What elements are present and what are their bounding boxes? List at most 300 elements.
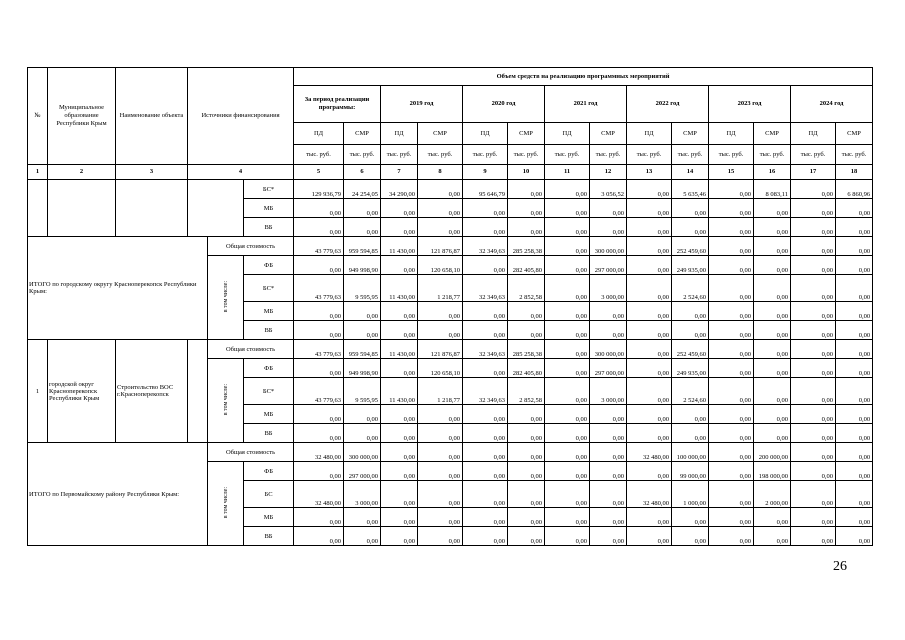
value-cell: 24 254,05 — [344, 180, 381, 199]
value-cell: 0,00 — [545, 508, 590, 527]
itogo-label: ИТОГО по Первомайскому району Республики Крым: — [28, 443, 208, 546]
value-cell: 43 779,63 — [294, 237, 344, 256]
value-cell: 0,00 — [545, 481, 590, 508]
value-cell: 0,00 — [418, 199, 463, 218]
value-cell: 0,00 — [344, 199, 381, 218]
value-cell: 949 998,90 — [344, 359, 381, 378]
in-that-number-label — [208, 462, 244, 546]
value-cell: 120 658,10 — [418, 256, 463, 275]
value-cell: 99 000,00 — [672, 462, 709, 481]
header-unit: тыс. руб. — [294, 145, 344, 165]
value-cell: 0,00 — [590, 527, 627, 546]
value-cell: 0,00 — [627, 321, 672, 340]
value-cell: 0,00 — [627, 378, 672, 405]
value-cell: 0,00 — [545, 199, 590, 218]
value-cell: 0,00 — [836, 256, 873, 275]
value-cell: 0,00 — [381, 302, 418, 321]
header-pd: ПД — [294, 123, 344, 145]
value-cell: 959 594,85 — [344, 237, 381, 256]
value-cell: 0,00 — [791, 302, 836, 321]
in-that-number-text: в том числе: — [222, 280, 229, 313]
value-cell: 0,00 — [508, 321, 545, 340]
value-cell: 0,00 — [754, 359, 791, 378]
table-row — [28, 180, 905, 199]
value-cell: 0,00 — [709, 527, 754, 546]
value-cell: 0,00 — [508, 199, 545, 218]
value-cell: 0,00 — [709, 405, 754, 424]
value-cell: 0,00 — [754, 508, 791, 527]
value-cell: 0,00 — [627, 462, 672, 481]
value-cell: 0,00 — [344, 218, 381, 237]
value-cell: 0,00 — [754, 378, 791, 405]
value-cell: 0,00 — [754, 218, 791, 237]
value-cell: 0,00 — [754, 237, 791, 256]
value-cell: 2 524,60 — [672, 378, 709, 405]
value-cell: 252 459,60 — [672, 340, 709, 359]
source-label: БС* — [244, 275, 294, 302]
value-cell: 100 000,00 — [672, 443, 709, 462]
value-cell: 0,00 — [294, 359, 344, 378]
value-cell: 32 349,63 — [463, 237, 508, 256]
value-cell: 0,00 — [709, 302, 754, 321]
header-period: За период реализации программы: — [294, 86, 381, 123]
value-cell: 0,00 — [836, 199, 873, 218]
value-cell: 0,00 — [627, 359, 672, 378]
cell-inc — [188, 180, 244, 237]
value-cell: 252 459,60 — [672, 237, 709, 256]
value-cell: 0,00 — [791, 443, 836, 462]
value-cell: 0,00 — [590, 405, 627, 424]
value-cell: 0,00 — [627, 256, 672, 275]
value-cell: 0,00 — [590, 462, 627, 481]
value-cell: 0,00 — [508, 462, 545, 481]
value-cell: 0,00 — [508, 443, 545, 462]
value-cell: 0,00 — [627, 237, 672, 256]
value-cell: 0,00 — [672, 405, 709, 424]
value-cell: 0,00 — [344, 302, 381, 321]
value-cell: 0,00 — [463, 199, 508, 218]
col-number: 12 — [590, 165, 627, 180]
table-body — [28, 180, 905, 546]
value-cell: 0,00 — [791, 199, 836, 218]
header-year-2022: 2022 год — [627, 86, 709, 123]
value-cell: 0,00 — [508, 218, 545, 237]
value-cell: 0,00 — [754, 256, 791, 275]
object-name: Строительство ВОС г.Красноперекопск — [116, 340, 188, 443]
value-cell: 121 876,87 — [418, 340, 463, 359]
value-cell: 0,00 — [672, 527, 709, 546]
value-cell: 0,00 — [709, 237, 754, 256]
value-cell: 0,00 — [545, 443, 590, 462]
value-cell: 0,00 — [545, 462, 590, 481]
value-cell: 0,00 — [418, 180, 463, 199]
header-year-2020: 2020 год — [463, 86, 545, 123]
col-number: 10 — [508, 165, 545, 180]
value-cell: 0,00 — [463, 321, 508, 340]
header-unit: тыс. руб. — [344, 145, 381, 165]
value-cell: 1 000,00 — [672, 481, 709, 508]
value-cell: 0,00 — [672, 218, 709, 237]
source-label: ФБ — [244, 462, 294, 481]
value-cell: 0,00 — [590, 424, 627, 443]
value-cell: 0,00 — [836, 508, 873, 527]
header-unit: тыс. руб. — [463, 145, 508, 165]
header-unit: тыс. руб. — [672, 145, 709, 165]
value-cell: 0,00 — [294, 218, 344, 237]
value-cell: 0,00 — [545, 237, 590, 256]
col-number: 7 — [381, 165, 418, 180]
value-cell: 0,00 — [754, 321, 791, 340]
value-cell: 32 480,00 — [627, 443, 672, 462]
value-cell: 282 405,80 — [508, 359, 545, 378]
value-cell: 32 480,00 — [627, 481, 672, 508]
value-cell: 0,00 — [418, 321, 463, 340]
value-cell: 0,00 — [463, 527, 508, 546]
source-label: ВБ — [244, 218, 294, 237]
value-cell: 0,00 — [627, 199, 672, 218]
value-cell: 0,00 — [381, 218, 418, 237]
value-cell: 0,00 — [791, 424, 836, 443]
municipal-name: городской округ Красноперекопск Республики Крым — [48, 340, 116, 443]
value-cell: 0,00 — [627, 275, 672, 302]
value-cell: 300 000,00 — [590, 340, 627, 359]
value-cell: 5 635,46 — [672, 180, 709, 199]
header-year-2024: 2024 год — [791, 86, 873, 123]
value-cell: 0,00 — [463, 443, 508, 462]
col-number: 9 — [463, 165, 508, 180]
source-label: ВБ — [244, 527, 294, 546]
value-cell: 0,00 — [791, 237, 836, 256]
page-number: 26 — [833, 559, 847, 574]
header-smr: СМР — [836, 123, 873, 145]
value-cell: 121 876,87 — [418, 237, 463, 256]
in-that-number-text: в том числе: — [222, 486, 229, 519]
source-label: БС — [244, 481, 294, 508]
funding-table — [27, 67, 905, 546]
value-cell: 0,00 — [294, 405, 344, 424]
value-cell: 0,00 — [344, 405, 381, 424]
value-cell: 0,00 — [545, 527, 590, 546]
row-number: 1 — [28, 340, 48, 443]
value-cell: 0,00 — [590, 199, 627, 218]
total-row — [28, 340, 905, 359]
value-cell: 0,00 — [709, 340, 754, 359]
value-cell: 0,00 — [754, 527, 791, 546]
col-number: 1 — [28, 165, 48, 180]
header-pd: ПД — [545, 123, 590, 145]
value-cell: 0,00 — [709, 359, 754, 378]
value-cell: 0,00 — [344, 527, 381, 546]
header-object: Наименование объекта — [116, 68, 188, 165]
value-cell: 0,00 — [381, 527, 418, 546]
header-year-2021: 2021 год — [545, 86, 627, 123]
value-cell: 34 290,00 — [381, 180, 418, 199]
value-cell: 0,00 — [381, 199, 418, 218]
col-number: 16 — [754, 165, 791, 180]
header-unit: тыс. руб. — [418, 145, 463, 165]
source-label: МБ — [244, 199, 294, 218]
total-label: Общая стоимость — [208, 443, 294, 462]
value-cell: 959 594,85 — [344, 340, 381, 359]
value-cell: 0,00 — [545, 359, 590, 378]
total-label: Общая стоимость — [208, 237, 294, 256]
value-cell: 0,00 — [836, 359, 873, 378]
value-cell: 0,00 — [627, 527, 672, 546]
value-cell: 0,00 — [463, 462, 508, 481]
value-cell: 0,00 — [418, 443, 463, 462]
header-unit: тыс. руб. — [791, 145, 836, 165]
value-cell: 0,00 — [709, 443, 754, 462]
value-cell: 0,00 — [627, 302, 672, 321]
value-cell: 282 405,80 — [508, 256, 545, 275]
value-cell: 0,00 — [709, 321, 754, 340]
header-unit: тыс. руб. — [836, 145, 873, 165]
value-cell: 285 258,38 — [508, 340, 545, 359]
value-cell: 9 595,95 — [344, 275, 381, 302]
value-cell: 0,00 — [418, 508, 463, 527]
value-cell: 0,00 — [627, 340, 672, 359]
value-cell: 0,00 — [791, 180, 836, 199]
value-cell: 32 480,00 — [294, 481, 344, 508]
header-smr: СМР — [418, 123, 463, 145]
source-label: МБ — [244, 302, 294, 321]
value-cell: 285 258,38 — [508, 237, 545, 256]
value-cell: 0,00 — [545, 321, 590, 340]
value-cell: 0,00 — [672, 302, 709, 321]
value-cell: 0,00 — [791, 527, 836, 546]
column-number-row — [28, 165, 905, 180]
source-label: ФБ — [244, 359, 294, 378]
col-number: 5 — [294, 165, 344, 180]
value-cell: 0,00 — [590, 443, 627, 462]
value-cell: 2 852,58 — [508, 275, 545, 302]
table-header — [28, 68, 905, 180]
value-cell: 0,00 — [672, 199, 709, 218]
value-cell: 0,00 — [463, 218, 508, 237]
value-cell: 0,00 — [836, 218, 873, 237]
header-unit: тыс. руб. — [590, 145, 627, 165]
value-cell: 129 936,79 — [294, 180, 344, 199]
value-cell: 0,00 — [344, 508, 381, 527]
value-cell: 0,00 — [463, 359, 508, 378]
value-cell: 0,00 — [463, 424, 508, 443]
value-cell: 0,00 — [545, 405, 590, 424]
in-that-number-text: в том числе: — [222, 383, 229, 416]
value-cell: 0,00 — [545, 256, 590, 275]
value-cell: 0,00 — [672, 424, 709, 443]
value-cell: 0,00 — [344, 321, 381, 340]
in-that-number-label — [208, 359, 244, 443]
header-pd: ПД — [381, 123, 418, 145]
value-cell: 2 524,60 — [672, 275, 709, 302]
value-cell: 0,00 — [836, 340, 873, 359]
col-number: 4 — [188, 165, 294, 180]
value-cell: 1 218,77 — [418, 275, 463, 302]
value-cell: 0,00 — [590, 302, 627, 321]
value-cell: 0,00 — [791, 462, 836, 481]
value-cell: 0,00 — [791, 256, 836, 275]
value-cell: 0,00 — [709, 424, 754, 443]
header-smr: СМР — [508, 123, 545, 145]
source-label: ФБ — [244, 256, 294, 275]
header-municipal: Муниципальное образование Республики Крым — [48, 68, 116, 165]
value-cell: 0,00 — [709, 508, 754, 527]
value-cell: 0,00 — [709, 378, 754, 405]
col-number: 3 — [116, 165, 188, 180]
header-no: № — [28, 68, 48, 165]
col-number: 17 — [791, 165, 836, 180]
value-cell: 0,00 — [791, 218, 836, 237]
value-cell: 43 779,63 — [294, 378, 344, 405]
value-cell: 0,00 — [545, 340, 590, 359]
cell-municipal — [48, 180, 116, 237]
value-cell: 0,00 — [508, 405, 545, 424]
total-row — [28, 237, 905, 256]
value-cell: 0,00 — [418, 481, 463, 508]
value-cell: 6 860,96 — [836, 180, 873, 199]
header-sources: Источники финансирования — [188, 68, 294, 165]
value-cell: 0,00 — [294, 508, 344, 527]
value-cell: 0,00 — [836, 424, 873, 443]
value-cell: 0,00 — [463, 302, 508, 321]
header-smr: СМР — [590, 123, 627, 145]
value-cell: 0,00 — [709, 256, 754, 275]
value-cell: 0,00 — [836, 378, 873, 405]
value-cell: 0,00 — [508, 481, 545, 508]
cell-object — [116, 180, 188, 237]
value-cell: 0,00 — [627, 405, 672, 424]
value-cell: 32 480,00 — [294, 443, 344, 462]
value-cell: 0,00 — [381, 462, 418, 481]
value-cell: 0,00 — [294, 527, 344, 546]
value-cell: 32 349,63 — [463, 340, 508, 359]
value-cell: 0,00 — [590, 508, 627, 527]
value-cell: 0,00 — [508, 424, 545, 443]
value-cell: 200 000,00 — [754, 443, 791, 462]
header-unit: тыс. руб. — [381, 145, 418, 165]
value-cell: 0,00 — [836, 527, 873, 546]
source-label: ВБ — [244, 321, 294, 340]
header-pd: ПД — [709, 123, 754, 145]
value-cell: 0,00 — [709, 275, 754, 302]
spacer-cell — [188, 340, 208, 443]
source-label: МБ — [244, 405, 294, 424]
header-unit: тыс. руб. — [508, 145, 545, 165]
value-cell: 0,00 — [754, 424, 791, 443]
value-cell: 9 595,95 — [344, 378, 381, 405]
value-cell: 0,00 — [627, 424, 672, 443]
value-cell: 0,00 — [294, 199, 344, 218]
value-cell: 0,00 — [545, 302, 590, 321]
value-cell: 949 998,90 — [344, 256, 381, 275]
value-cell: 3 000,00 — [344, 481, 381, 508]
value-cell: 0,00 — [754, 199, 791, 218]
value-cell: 2 000,00 — [754, 481, 791, 508]
value-cell: 249 935,00 — [672, 256, 709, 275]
value-cell: 0,00 — [791, 321, 836, 340]
header-smr: СМР — [344, 123, 381, 145]
value-cell: 0,00 — [463, 405, 508, 424]
value-cell: 0,00 — [381, 443, 418, 462]
value-cell: 1 218,77 — [418, 378, 463, 405]
value-cell: 0,00 — [381, 481, 418, 508]
col-number: 8 — [418, 165, 463, 180]
value-cell: 0,00 — [791, 405, 836, 424]
header-volume: Объем средств на реализацию программных мероприятий — [294, 68, 873, 86]
value-cell: 0,00 — [627, 508, 672, 527]
source-label: БС* — [244, 378, 294, 405]
value-cell: 0,00 — [381, 424, 418, 443]
value-cell: 3 000,00 — [590, 378, 627, 405]
value-cell: 0,00 — [545, 424, 590, 443]
source-label: БС* — [244, 180, 294, 199]
source-label: ВБ — [244, 424, 294, 443]
value-cell: 297 000,00 — [590, 359, 627, 378]
value-cell: 0,00 — [709, 481, 754, 508]
value-cell: 300 000,00 — [344, 443, 381, 462]
value-cell: 0,00 — [294, 256, 344, 275]
header-year-2023: 2023 год — [709, 86, 791, 123]
value-cell: 0,00 — [418, 527, 463, 546]
value-cell: 0,00 — [294, 424, 344, 443]
header-unit: тыс. руб. — [709, 145, 754, 165]
value-cell: 0,00 — [836, 481, 873, 508]
value-cell: 0,00 — [381, 508, 418, 527]
total-label: Общая стоимость — [208, 340, 294, 359]
value-cell: 0,00 — [672, 508, 709, 527]
value-cell: 0,00 — [791, 378, 836, 405]
value-cell: 297 000,00 — [590, 256, 627, 275]
value-cell: 0,00 — [418, 302, 463, 321]
value-cell: 0,00 — [381, 405, 418, 424]
cell-no — [28, 180, 48, 237]
value-cell: 0,00 — [381, 321, 418, 340]
value-cell: 0,00 — [545, 180, 590, 199]
value-cell: 0,00 — [545, 378, 590, 405]
col-number: 13 — [627, 165, 672, 180]
value-cell: 198 000,00 — [754, 462, 791, 481]
header-unit: тыс. руб. — [627, 145, 672, 165]
value-cell: 32 349,63 — [463, 275, 508, 302]
value-cell: 0,00 — [590, 321, 627, 340]
value-cell: 0,00 — [590, 218, 627, 237]
col-number: 2 — [48, 165, 116, 180]
value-cell: 0,00 — [627, 218, 672, 237]
value-cell: 3 000,00 — [590, 275, 627, 302]
value-cell: 249 935,00 — [672, 359, 709, 378]
value-cell: 0,00 — [791, 481, 836, 508]
value-cell: 0,00 — [418, 424, 463, 443]
value-cell: 0,00 — [709, 218, 754, 237]
value-cell: 0,00 — [836, 275, 873, 302]
value-cell: 43 779,63 — [294, 340, 344, 359]
value-cell: 0,00 — [791, 359, 836, 378]
col-number: 18 — [836, 165, 873, 180]
header-pd: ПД — [627, 123, 672, 145]
value-cell: 11 430,00 — [381, 378, 418, 405]
value-cell: 297 000,00 — [344, 462, 381, 481]
value-cell: 0,00 — [754, 405, 791, 424]
header-pd: ПД — [791, 123, 836, 145]
in-that-number-label — [208, 256, 244, 340]
value-cell: 0,00 — [836, 302, 873, 321]
col-number: 6 — [344, 165, 381, 180]
value-cell: 11 430,00 — [381, 237, 418, 256]
value-cell: 0,00 — [754, 302, 791, 321]
header-pd: ПД — [463, 123, 508, 145]
value-cell: 0,00 — [545, 275, 590, 302]
header-unit: тыс. руб. — [754, 145, 791, 165]
